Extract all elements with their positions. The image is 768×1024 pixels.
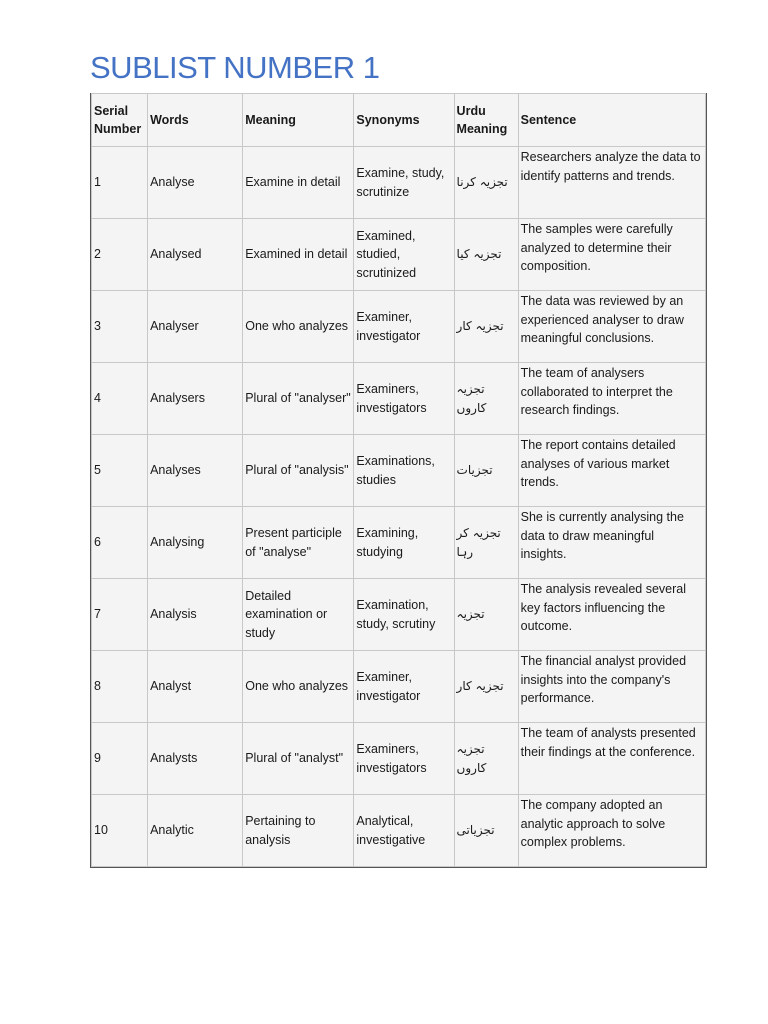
table-row <box>92 363 705 434</box>
cell-word: Analysers <box>148 363 242 434</box>
cell-urdu-meaning: تجزیہ <box>455 579 518 650</box>
cell-meaning: Examined in detail <box>243 219 353 290</box>
vocabulary-table <box>90 93 707 868</box>
table-row <box>92 435 705 506</box>
header-words: Words <box>148 94 242 146</box>
cell-sentence: The data was reviewed by an experienced analyser to draw meaningful conclusions. <box>519 291 705 362</box>
cell-sentence: The team of analysts presented their findings at the conference. <box>519 723 705 794</box>
cell-sentence: She is currently analysing the data to draw meaningful insights. <box>519 507 705 578</box>
table-row <box>92 291 705 362</box>
cell-synonyms: Examine, study, scrutinize <box>354 147 453 218</box>
cell-word: Analysing <box>148 507 242 578</box>
cell-word: Analyst <box>148 651 242 722</box>
cell-urdu-meaning: تجزیہ کاروں <box>455 723 518 794</box>
cell-serial: 8 <box>92 651 147 722</box>
cell-urdu-meaning: تجزیات <box>455 435 518 506</box>
cell-word: Analysed <box>148 219 242 290</box>
cell-serial: 10 <box>92 795 147 866</box>
table-row <box>92 723 705 794</box>
cell-sentence: Researchers analyze the data to identify patterns and trends. <box>519 147 705 218</box>
table-row <box>92 219 705 290</box>
cell-urdu-meaning: تجزیہ کاروں <box>455 363 518 434</box>
cell-synonyms: Examining, studying <box>354 507 453 578</box>
cell-serial: 9 <box>92 723 147 794</box>
cell-sentence: The analysis revealed several key factors influencing the outcome. <box>519 579 705 650</box>
table-row <box>92 147 705 218</box>
cell-meaning: Plural of "analyser" <box>243 363 353 434</box>
table-row <box>92 795 705 866</box>
cell-serial: 1 <box>92 147 147 218</box>
cell-urdu-meaning: تجزیہ کیا <box>455 219 518 290</box>
cell-meaning: Examine in detail <box>243 147 353 218</box>
cell-serial: 5 <box>92 435 147 506</box>
page-title: SUBLIST NUMBER 1 <box>90 50 380 85</box>
header-sentence: Sentence <box>519 94 705 146</box>
cell-synonyms: Examination, study, scrutiny <box>354 579 453 650</box>
header-urdu-meaning: Urdu Meaning <box>455 94 518 146</box>
cell-serial: 2 <box>92 219 147 290</box>
cell-meaning: One who analyzes <box>243 651 353 722</box>
cell-meaning: Plural of "analyst" <box>243 723 353 794</box>
cell-sentence: The samples were carefully analyzed to determine their composition. <box>519 219 705 290</box>
table-row <box>92 507 705 578</box>
cell-word: Analytic <box>148 795 242 866</box>
cell-word: Analyses <box>148 435 242 506</box>
cell-urdu-meaning: تجزیہ کار <box>455 651 518 722</box>
cell-word: Analyser <box>148 291 242 362</box>
cell-synonyms: Examiner, investigator <box>354 291 453 362</box>
cell-sentence: The report contains detailed analyses of various market trends. <box>519 435 705 506</box>
table-row <box>92 579 705 650</box>
cell-synonyms: Examinations, studies <box>354 435 453 506</box>
header-serial-number: Serial Number <box>92 94 147 146</box>
cell-sentence: The company adopted an analytic approach to solve complex problems. <box>519 795 705 866</box>
cell-word: Analyse <box>148 147 242 218</box>
table-row <box>92 651 705 722</box>
cell-urdu-meaning: تجزیہ کرنا <box>455 147 518 218</box>
cell-meaning: Plural of "analysis" <box>243 435 353 506</box>
cell-word: Analysts <box>148 723 242 794</box>
cell-synonyms: Examined, studied, scrutinized <box>354 219 453 290</box>
cell-meaning: Present participle of "analyse" <box>243 507 353 578</box>
cell-meaning: Pertaining to analysis <box>243 795 353 866</box>
cell-serial: 3 <box>92 291 147 362</box>
cell-sentence: The team of analysers collaborated to interpret the research findings. <box>519 363 705 434</box>
cell-meaning: Detailed examination or study <box>243 579 353 650</box>
cell-serial: 7 <box>92 579 147 650</box>
cell-word: Analysis <box>148 579 242 650</box>
cell-urdu-meaning: تجزیاتی <box>455 795 518 866</box>
cell-urdu-meaning: تجزیہ کر رہا <box>455 507 518 578</box>
header-synonyms: Synonyms <box>354 94 453 146</box>
cell-synonyms: Examiner, investigator <box>354 651 453 722</box>
cell-serial: 4 <box>92 363 147 434</box>
cell-synonyms: Examiners, investigators <box>354 723 453 794</box>
header-meaning: Meaning <box>243 94 353 146</box>
cell-meaning: One who analyzes <box>243 291 353 362</box>
cell-synonyms: Examiners, investigators <box>354 363 453 434</box>
cell-urdu-meaning: تجزیہ کار <box>455 291 518 362</box>
table-header-row <box>92 94 705 146</box>
cell-serial: 6 <box>92 507 147 578</box>
cell-synonyms: Analytical, investigative <box>354 795 453 866</box>
cell-sentence: The financial analyst provided insights into the company's performance. <box>519 651 705 722</box>
